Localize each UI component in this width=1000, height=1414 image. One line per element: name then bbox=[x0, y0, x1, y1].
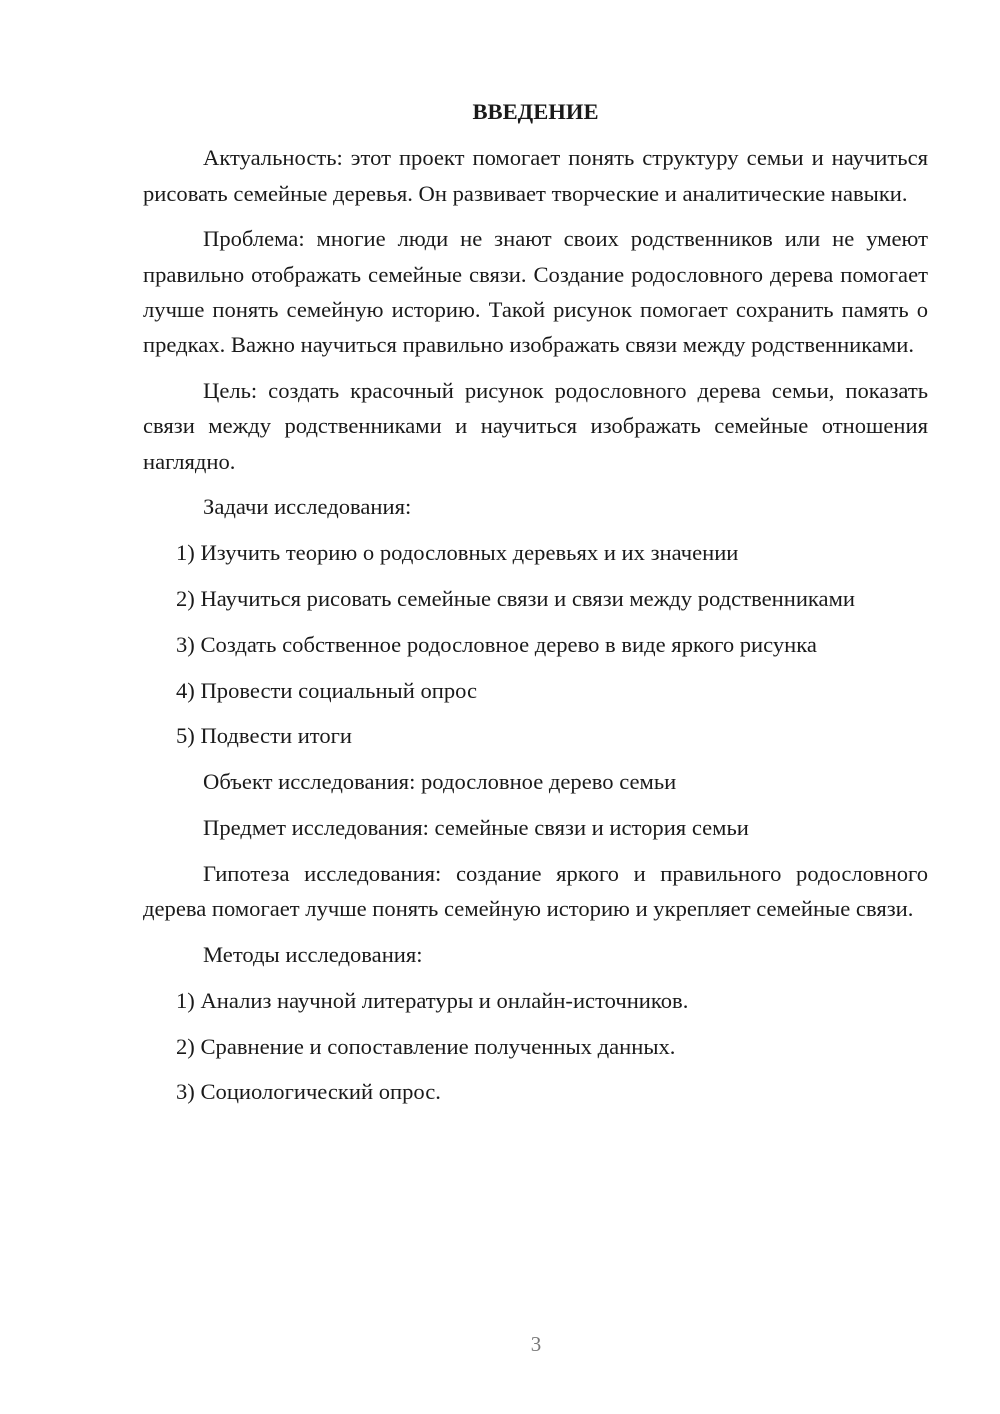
hypothesis-paragraph: Гипотеза исследования: создание яркого и правильного родословного дерева помогает лучше понять семейную историю и укрепляет семейные связи. bbox=[143, 860, 928, 922]
page-number: 3 bbox=[530, 1332, 542, 1356]
relevance-paragraph: Актуальность: этот проект помогает понять структуру семьи и научиться рисовать семейные деревья. Он развивает творческие и аналитические навыки. bbox=[143, 145, 928, 206]
list-item: 3) Создать собственное родословное дерево в виде яркого рисунка bbox=[176, 631, 817, 657]
methods-heading: Методы исследования: bbox=[203, 941, 423, 967]
list-item: 5) Подвести итоги bbox=[176, 723, 353, 749]
subject-line: Предмет исследования: семейные связи и история семьи bbox=[203, 815, 749, 841]
list-item: 1) Анализ научной литературы и онлайн-источников. bbox=[176, 987, 689, 1013]
list-item: 2) Научиться рисовать семейные связи и связи между родственниками bbox=[176, 586, 855, 612]
section-title: ВВЕДЕНИЕ bbox=[472, 99, 599, 124]
problem-paragraph: Проблема: многие люди не знают своих родственников или не умеют правильно отображать семейные связи. Создание родословного дерева помогает лучше понять семейную историю. Такой рисунок помогает сохранить память о предках. Важно научиться правильно изображать связи между родственниками. bbox=[143, 226, 928, 358]
list-item: 4) Провести социальный опрос bbox=[176, 677, 478, 703]
list-item: 3) Социологический опрос. bbox=[176, 1079, 441, 1105]
tasks-heading: Задачи исследования: bbox=[203, 494, 412, 520]
methods-list bbox=[143, 983, 928, 1110]
goal-paragraph: Цель: создать красочный рисунок родословного дерева семьи, показать связи между родственниками и научиться изображать семейные отношения наглядно. bbox=[143, 378, 928, 474]
list-item: 2) Сравнение и сопоставление полученных данных. bbox=[176, 1033, 676, 1059]
document-page bbox=[143, 94, 928, 1120]
tasks-list bbox=[143, 535, 928, 753]
object-line: Объект исследования: родословное дерево семьи bbox=[203, 769, 677, 795]
list-item: 1) Изучить теорию о родословных деревьях и их значении bbox=[176, 540, 739, 566]
